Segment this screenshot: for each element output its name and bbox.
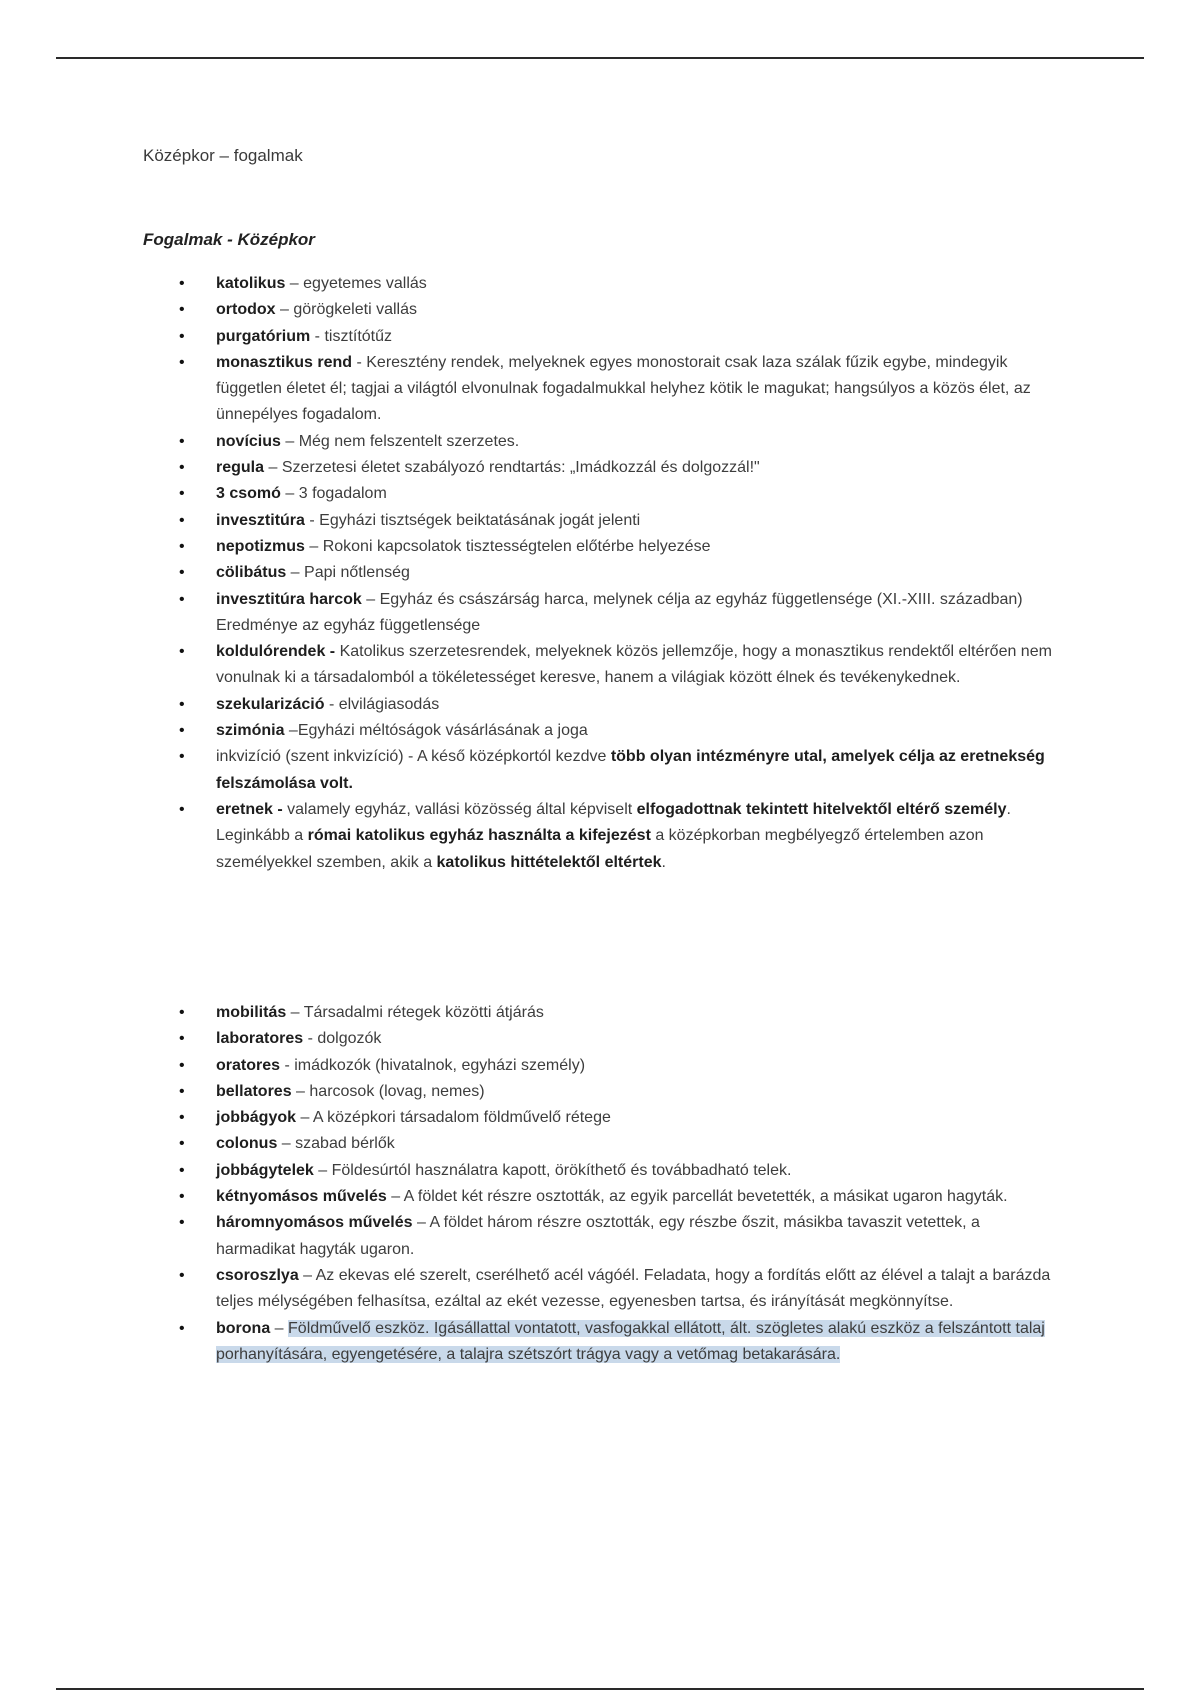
- term-separator: –: [291, 1082, 310, 1100]
- term-separator: –: [298, 1266, 316, 1284]
- term-definition: imádkozók (hivatalnok, egyházi személy): [294, 1056, 586, 1074]
- bullet-icon: •: [179, 1161, 185, 1179]
- term: háromnyomásos művelés: [216, 1214, 413, 1232]
- list-item: [143, 692, 1063, 718]
- term-definition: tisztítótűz: [324, 327, 393, 345]
- term-definition: Még nem felszentelt szerzetes.: [298, 432, 520, 450]
- term-definition: Egyházi tisztségek beiktatásának jogát jelenti: [319, 511, 641, 529]
- term-definition: elvilágiasodás: [338, 695, 440, 713]
- term-definition: Keresztény rendek, melyeknek egyes monostorait csak laza szálak fűzik egybe, mindegyik független életet él; tagjai a világtól elvonulnak fogadalmukkal helyhez kötik le magukat; hangsúlyos a közös élet, az ünnepélyes fogadalom.: [216, 353, 1031, 424]
- bullet-icon: •: [179, 1135, 185, 1153]
- term-definition: Földesúrtól használatra kapott, örökíthető és továbbadható telek.: [331, 1161, 792, 1179]
- list-item: [143, 1105, 1063, 1131]
- list-item: [143, 587, 1063, 640]
- term: invesztitúra harcok: [216, 590, 362, 608]
- term-separator: -: [303, 1030, 318, 1048]
- bullet-icon: •: [179, 353, 185, 371]
- list-item: [143, 1158, 1063, 1184]
- list-item: [143, 560, 1063, 586]
- list-item: [143, 508, 1063, 534]
- bullet-icon: •: [179, 564, 185, 582]
- term-definition: Az ekevas elé szerelt, cserélhető acél vágóél. Feladata, hogy a fordítás előtt az élével a talajt a barázda teljes mélységében felhasítsa, ezáltal az ekét vezesse, egyenesben tartsa, és irányítását megkönnyítse.: [216, 1266, 1051, 1311]
- list-item-inkvizicio: [143, 744, 1063, 797]
- list-item: [143, 718, 1063, 744]
- header-rule: [56, 57, 1144, 59]
- term: bellatores: [216, 1082, 292, 1100]
- emphasized-text: római katolikus egyház használta a kifejezést: [307, 827, 651, 845]
- bullet-icon: •: [179, 485, 185, 503]
- bullet-icon: •: [179, 1214, 185, 1232]
- term-separator: -: [280, 1056, 295, 1074]
- term: eretnek -: [216, 800, 283, 818]
- term-separator: –: [280, 432, 299, 450]
- list-item: [143, 1184, 1063, 1210]
- bullet-icon: •: [179, 459, 185, 477]
- list-item: [143, 639, 1063, 692]
- selected-text[interactable]: Földművelő eszköz. Igásállattal vontatott, vasfogakkal ellátott, ált. szögletes alakú eszköz a felszántott talaj porhanyítására, egyengetésére, a talajra szétszórt trágya vagy a vetőmag betakarására.: [216, 1319, 1045, 1363]
- term-separator: –: [361, 590, 380, 608]
- term-definition: A középkori társadalom földművelő rétege: [312, 1109, 611, 1127]
- term-separator: –: [264, 459, 282, 477]
- bullet-icon: •: [179, 1109, 185, 1127]
- term: jobbágytelek: [216, 1161, 314, 1179]
- term: ortodox: [216, 301, 276, 319]
- term-definition: valamely egyház, vallási közösség által képviselt: [282, 800, 637, 818]
- term: szimónia: [216, 722, 285, 740]
- term: jobbágyok: [216, 1109, 297, 1127]
- list-item: [143, 297, 1063, 323]
- term-definition: szabad bérlők: [295, 1135, 395, 1153]
- list-item: [143, 1131, 1063, 1157]
- term-definition: Egyház és császárság harca, melynek célja az egyház függetlensége (XI.-XIII. században) Eredménye az egyház függetlensége: [216, 590, 1023, 634]
- term-definition: görögkeleti vallás: [293, 301, 417, 319]
- bullet-icon: •: [179, 1266, 185, 1284]
- term-separator: –: [313, 1161, 332, 1179]
- term-separator: –: [275, 301, 294, 319]
- term-list-society: [143, 1000, 1063, 1368]
- term-definition: .: [661, 853, 666, 871]
- term-definition: Katolikus szerzetesrendek, melyeknek közös jellemzője, hogy a monasztikus rendektől eltérően nem vonulnak ki a társadalomból a tökéletességet keresve, hanem a világiak között élnek és tevékenykednek.: [216, 643, 1052, 687]
- term-separator: –: [296, 1109, 313, 1127]
- term: monasztikus rend: [216, 353, 353, 371]
- term-separator: –: [277, 1135, 296, 1153]
- bullet-icon: •: [179, 590, 185, 608]
- list-item: [143, 455, 1063, 481]
- term: csoroszlya: [216, 1266, 299, 1284]
- bullet-icon: •: [179, 800, 185, 818]
- term: novícius: [216, 432, 281, 450]
- bullet-icon: •: [179, 432, 185, 450]
- term-definition: Társadalmi rétegek közötti átjárás: [303, 1004, 544, 1021]
- term-definition: A földet három részre osztották, egy részbe őszit, másikba tavaszit vetettek, a harmadikat hagyták ugaron.: [216, 1214, 980, 1258]
- term: purgatórium: [216, 327, 311, 345]
- emphasized-text: több olyan intézményre utal, amelyek célja az eretnekség felszámolása volt.: [216, 748, 1045, 792]
- document-title: Középkor – fogalmak: [143, 146, 303, 165]
- bullet-icon: •: [179, 275, 185, 292]
- list-item-eretnek: [143, 797, 1063, 876]
- term: oratores: [216, 1056, 281, 1074]
- term-definition: Egyházi méltóságok vásárlásának a joga: [297, 722, 588, 740]
- term: nepotizmus: [216, 537, 305, 555]
- term-definition: . Leginkább a: [216, 800, 1011, 845]
- list-item: [143, 1026, 1063, 1052]
- term: koldulórendek -: [216, 643, 336, 661]
- bullet-icon: •: [179, 1004, 185, 1021]
- term-separator: –: [412, 1214, 430, 1232]
- term-separator: –: [286, 564, 305, 582]
- bullet-icon: •: [179, 1188, 185, 1206]
- list-item: [143, 1053, 1063, 1079]
- term: colonus: [216, 1135, 278, 1153]
- term-definition: a középkorban megbélyegző értelemben azon személyekkel szemben, akik a: [216, 827, 984, 871]
- section-heading: Fogalmak - Középkor: [143, 230, 315, 249]
- bullet-icon: •: [179, 511, 185, 529]
- list-item: [143, 1079, 1063, 1105]
- term-list-church: [143, 271, 1063, 876]
- bullet-icon: •: [179, 722, 185, 740]
- list-item: [143, 481, 1063, 507]
- term-separator: –: [280, 485, 299, 503]
- list-item: [143, 271, 1063, 297]
- term-definition: 3 fogadalom: [298, 485, 387, 503]
- term-definition: harcosok (lovag, nemes): [309, 1082, 485, 1100]
- term-separator: -: [304, 511, 320, 529]
- term-definition: Papi nőtlenség: [304, 564, 410, 582]
- bullet-icon: •: [179, 643, 185, 661]
- term: katolikus: [216, 275, 286, 292]
- term-definition: dolgozók: [317, 1030, 382, 1048]
- list-item: [143, 350, 1063, 429]
- term: kétnyomásos művelés: [216, 1188, 387, 1206]
- term: cölibátus: [216, 564, 287, 582]
- term: regula: [216, 459, 265, 477]
- bullet-icon: •: [179, 301, 185, 319]
- bullet-icon: •: [179, 327, 185, 345]
- term: szekularizáció: [216, 695, 325, 713]
- term: invesztitúra: [216, 511, 305, 529]
- bullet-icon: •: [179, 695, 185, 713]
- bullet-icon: •: [179, 1030, 185, 1048]
- term-separator: –: [304, 537, 323, 555]
- bullet-icon: •: [179, 1056, 185, 1074]
- term-separator: –: [284, 722, 298, 740]
- term-definition: Rokoni kapcsolatok tisztességtelen előtérbe helyezése: [322, 537, 711, 555]
- bullet-icon: •: [179, 537, 185, 555]
- list-item: [143, 1210, 1063, 1263]
- bullet-icon: •: [179, 748, 185, 766]
- list-item-highlighted: [143, 1316, 1063, 1369]
- emphasized-text: katolikus hittételektől eltértek: [436, 853, 662, 871]
- term-separator: –: [270, 1319, 289, 1337]
- list-item: [143, 324, 1063, 350]
- footer-rule: [56, 1688, 1144, 1690]
- term-definition: inkvizíció (szent inkvizíció) - A késő középkortól kezdve: [216, 748, 611, 766]
- list-item: [143, 1000, 1063, 1026]
- term-separator: –: [386, 1188, 404, 1206]
- term: laboratores: [216, 1030, 304, 1048]
- term-definition: Szerzetesi életet szabályozó rendtartás: „Imádkozzál és dolgozzál!": [281, 459, 760, 477]
- emphasized-text: elfogadottnak tekintett hitelvektől eltérő személy: [636, 800, 1007, 818]
- term-separator: -: [324, 695, 339, 713]
- term-definition: egyetemes vallás: [303, 275, 427, 292]
- term: 3 csomó: [216, 485, 281, 503]
- bullet-icon: •: [179, 1082, 185, 1100]
- term-separator: -: [310, 327, 325, 345]
- term: mobilitás: [216, 1004, 287, 1021]
- bullet-icon: •: [179, 1319, 185, 1337]
- list-item: [143, 534, 1063, 560]
- list-item: [143, 1263, 1063, 1316]
- term-separator: -: [352, 353, 367, 371]
- term-separator: –: [285, 275, 304, 292]
- term-definition: A földet két részre osztották, az egyik parcellát bevetették, a másikat ugaron hagyták.: [403, 1188, 1008, 1206]
- term: borona: [216, 1319, 271, 1337]
- list-item: [143, 429, 1063, 455]
- term-separator: –: [286, 1004, 304, 1021]
